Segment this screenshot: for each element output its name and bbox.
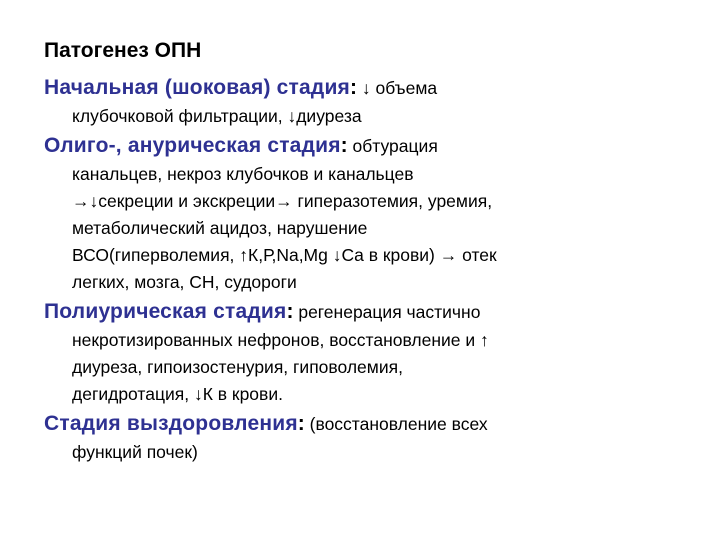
stage-line: →↓секреции и экскреции→ гиперазотемия, уремия, [72,191,493,211]
stage-line: некротизированных нефронов, восстановление и ↑ [72,330,489,350]
stage-first-line: регенерация частично [293,302,481,322]
stage-line: канальцев, некроз клубочков и канальцев [72,164,414,184]
stage-colon: : [286,300,294,323]
stage-line: ВСО(гиперволемия, ↑К,Р,Na,Mg ↓Ca в крови) → отек [72,245,497,265]
stage-heading: Начальная (шоковая) стадия [44,76,351,99]
stage-line: диуреза, гипоизостенурия, гиповолемия, [72,357,403,377]
stage-line: дегидротация, ↓К в крови. [72,384,283,404]
stage-oligo-anuric [44,132,684,296]
stage-heading: Олиго-, анурическая стадия [44,134,341,157]
slide-body [44,36,684,468]
stage-colon: : [297,412,305,435]
stage-line: функций почек) [72,442,198,462]
stage-line: легких, мозга, СН, судороги [72,272,297,292]
stage-first-line: (восстановление всех [304,414,488,434]
stage-line: клубочковой фильтрации, ↓диуреза [72,106,362,126]
stage-first-line: обтурация [347,136,438,156]
stage-heading: Стадия выздоровления [44,412,298,435]
stage-line: метаболический ацидоз, нарушение [72,218,368,238]
slide-title: Патогенез ОПН [44,39,202,62]
stage-heading: Полиурическая стадия [44,300,287,323]
stage-polyuric [44,298,684,408]
stage-recovery [44,410,684,466]
stage-colon: : [340,134,348,157]
stage-initial [44,74,684,130]
stage-first-line: ↓ объема [357,78,438,98]
stage-colon: : [350,76,358,99]
